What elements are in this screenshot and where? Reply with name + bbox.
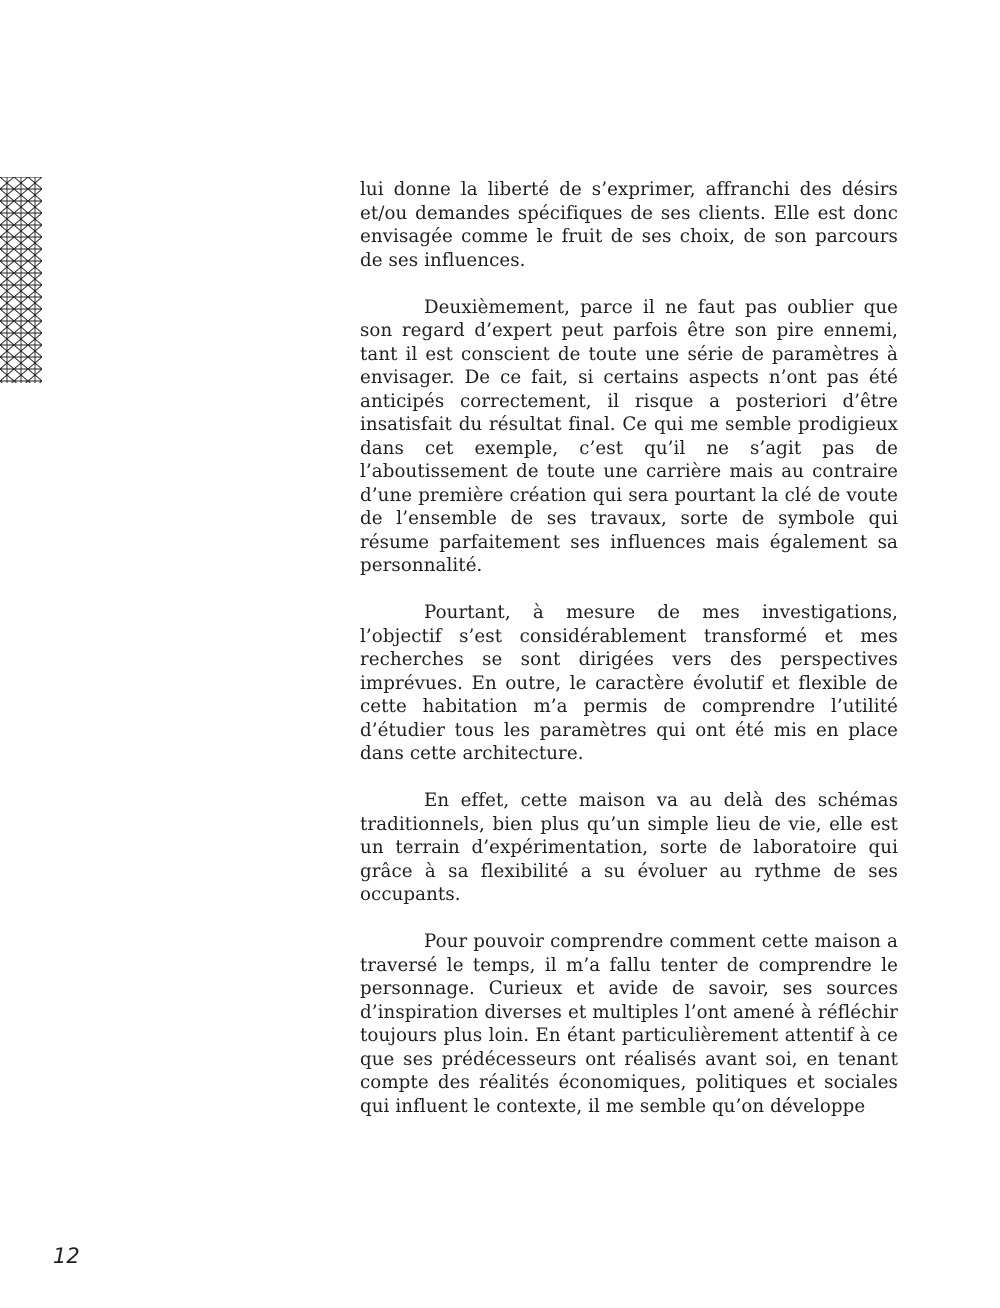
paragraph: Pourtant, à mesure de mes investigations, l’objectif s’est considérablement transformé et mes recherches se sont dirigées vers des perspectives imprévues. En outre, le caractère évolutif et flexible de cette habitation m’a permis de comprendre l’utilité d’étudier tous les paramètres qui ont été mis en place dans cette architecture. xyxy=(360,602,898,764)
body-text xyxy=(360,178,898,1142)
paragraph: En effet, cette maison va au delà des schémas traditionnels, bien plus qu’un simple lieu de vie, elle est un terrain d’expérimentation, sorte de laboratoire qui grâce à sa flexibilité a su évoluer au rythme de ses occupants. xyxy=(360,790,898,905)
paragraph: lui donne la liberté de s’exprimer, affranchi des désirs et/ou demandes spécifiques de ses clients. Elle est donc envisagée comme le fruit de ses choix, de son parcours de ses influences. xyxy=(360,179,898,271)
page-number: 12 xyxy=(53,1244,80,1268)
triangle-grid-pattern-icon xyxy=(0,177,42,383)
paragraph: Pour pouvoir comprendre comment cette maison a traversé le temps, il m’a fallu tenter de comprendre le personnage. Curieux et avide de savoir, ses sources d’inspiration diverses et multiples l’ont amené à réfléchir toujours plus loin. En étant particulièrement attentif à ce que ses prédécesseurs ont réalisés avant soi, en tenant compte des réalités économiques, politiques et sociales qui influent le contexte, il me semble qu’on développe xyxy=(360,931,898,1117)
paragraph: Deuxièmement, parce il ne faut pas oublier que son regard d’expert peut parfois être son pire ennemi, tant il est conscient de toute une série de paramètres à envisager. De ce fait, si certains aspects n’ont pas été anticipés correctement, il risque a posteriori d’être insatisfait du résultat final. Ce qui me semble prodigieux dans cet exemple, c’est qu’il ne s’agit pas de l’aboutissement de toute une carrière mais au contraire d’une première création qui sera pourtant la clé de voute de l’ensemble de ses travaux, sorte de symbole qui résume parfaitement ses influences mais également sa personnalité. xyxy=(360,296,898,576)
